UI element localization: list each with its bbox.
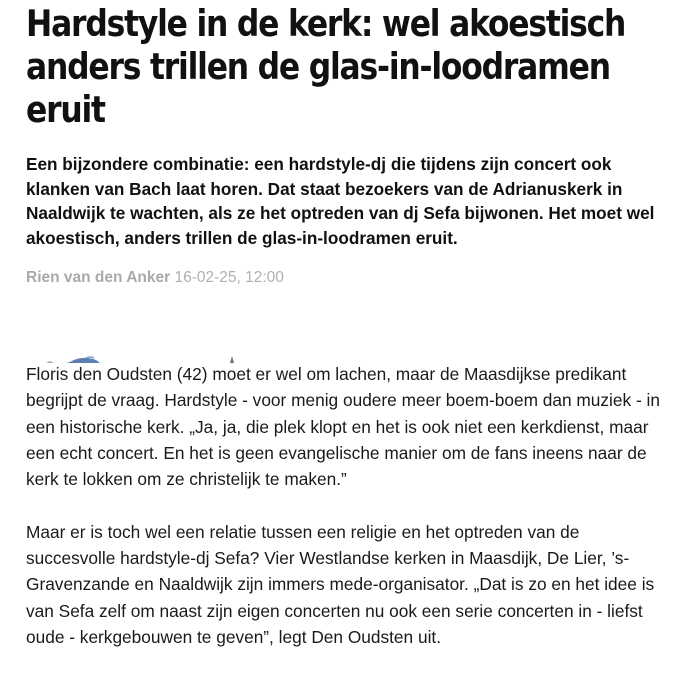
body-paragraph: Floris den Oudsten (42) moet er wel om lachen, maar de Maasdijkse predikant begrijpt de vraag. Hardstyle - voor menig oudere meer boem-boem dan muziek - in een historische kerk. „Ja, ja, die plek klopt en het is ook niet een kerkdienst, maar een echt concert. En het is geen evangelische manier om de fans ineens naar de kerk te lokken om ze christelijk te maken.” — [26, 364, 660, 490]
article-lead: Een bijzondere combinatie: een hardstyle-dj die tijdens zijn concert ook klanken van Bach laat horen. Dat staat bezoekers van de Adrianuskerk in Naaldwijk te wachten, als ze het optreden van dj Sefa bijwonen. Het moet wel akoestisch, anders trillen de glas-in-loodramen eruit. — [26, 154, 655, 248]
article-headline: Hardstyle in de kerk: wel akoestisch anders trillen de glas-in-loodramen eruit — [26, 2, 626, 131]
body-paragraph: Maar er is toch wel een relatie tussen een religie en het optreden van de succesvolle hardstyle-dj Sefa? Vier Westlandse kerken in Maasdijk, De Lier, ’s-Gravenzande en Naaldwijk zijn immers mede-organisator. „Dat is zo en het idee is van Sefa zelf om naast zijn eigen concerten nu ook een serie concerten in - liefst oude - kerkgebouwen te geven”, legt Den Oudsten uit. — [26, 521, 655, 647]
article-body — [26, 361, 666, 677]
publish-date: 16-02-25, 12:00 — [174, 269, 284, 286]
article-byline — [26, 268, 284, 288]
author-link[interactable]: Rien van den Anker — [26, 269, 171, 286]
